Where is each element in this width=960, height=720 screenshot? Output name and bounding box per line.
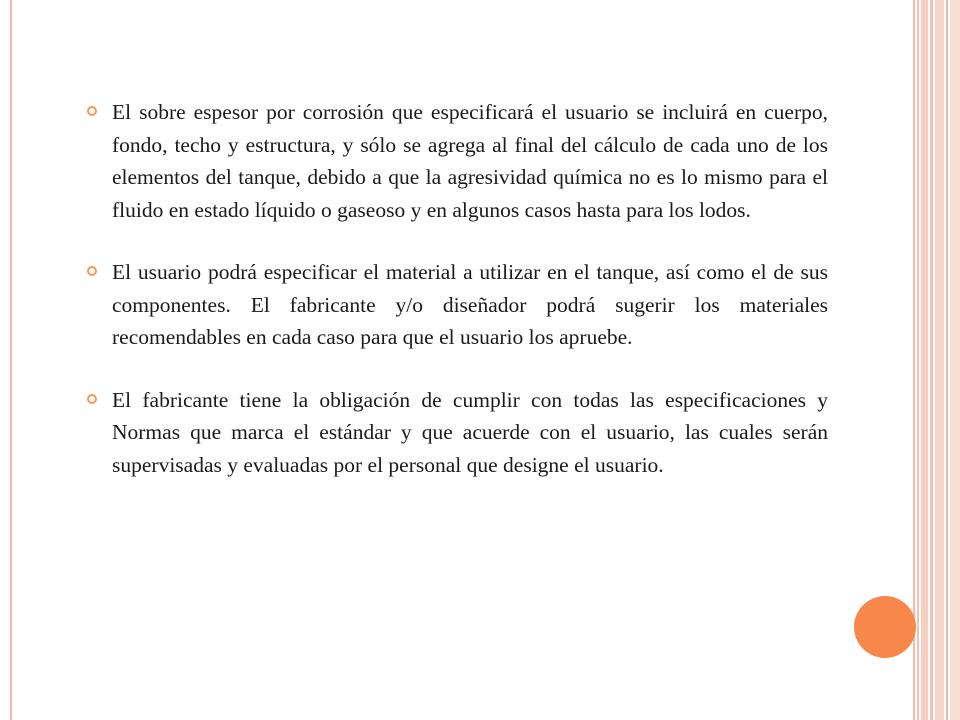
decorative-stripe	[917, 0, 919, 720]
decorative-stripe	[921, 0, 928, 720]
decorative-stripe	[950, 0, 960, 720]
bullet-item	[84, 384, 828, 482]
slide-content	[84, 96, 828, 511]
bullet-item	[84, 96, 828, 226]
decorative-stripe	[930, 0, 933, 720]
ring-bullet-icon	[87, 106, 97, 116]
decorative-stripe	[935, 0, 944, 720]
bullet-item	[84, 256, 828, 354]
bullet-text-obligations: El fabricante tiene la obligación de cumplir con todas las especificaciones y Normas que marca el estándar y que acuerde con el usuario, las cuales serán supervisadas y evaluadas por el personal que designe el usuario.	[112, 387, 828, 477]
decorative-stripe	[946, 0, 948, 720]
bullet-text-corrosion: El sobre espesor por corrosión que especificará el usuario se incluirá en cuerpo, fondo, techo y estructura, y sólo se agrega al final del cálculo de cada uno de los elementos del tanque, debido a que la agresividad química no es lo mismo para el fluido en estado líquido o gaseoso y en algunos casos hasta para los lodos.	[112, 100, 828, 222]
bullet-text-material: El usuario podrá especificar el material a utilizar en el tanque, así como el de sus componentes. El fabricante y/o diseñador podrá sugerir los materiales recomendables en cada caso para que el usuario los apruebe.	[112, 260, 828, 349]
ring-bullet-icon	[87, 266, 97, 276]
decorative-orange-circle	[854, 596, 916, 658]
ring-bullet-icon	[87, 394, 97, 404]
